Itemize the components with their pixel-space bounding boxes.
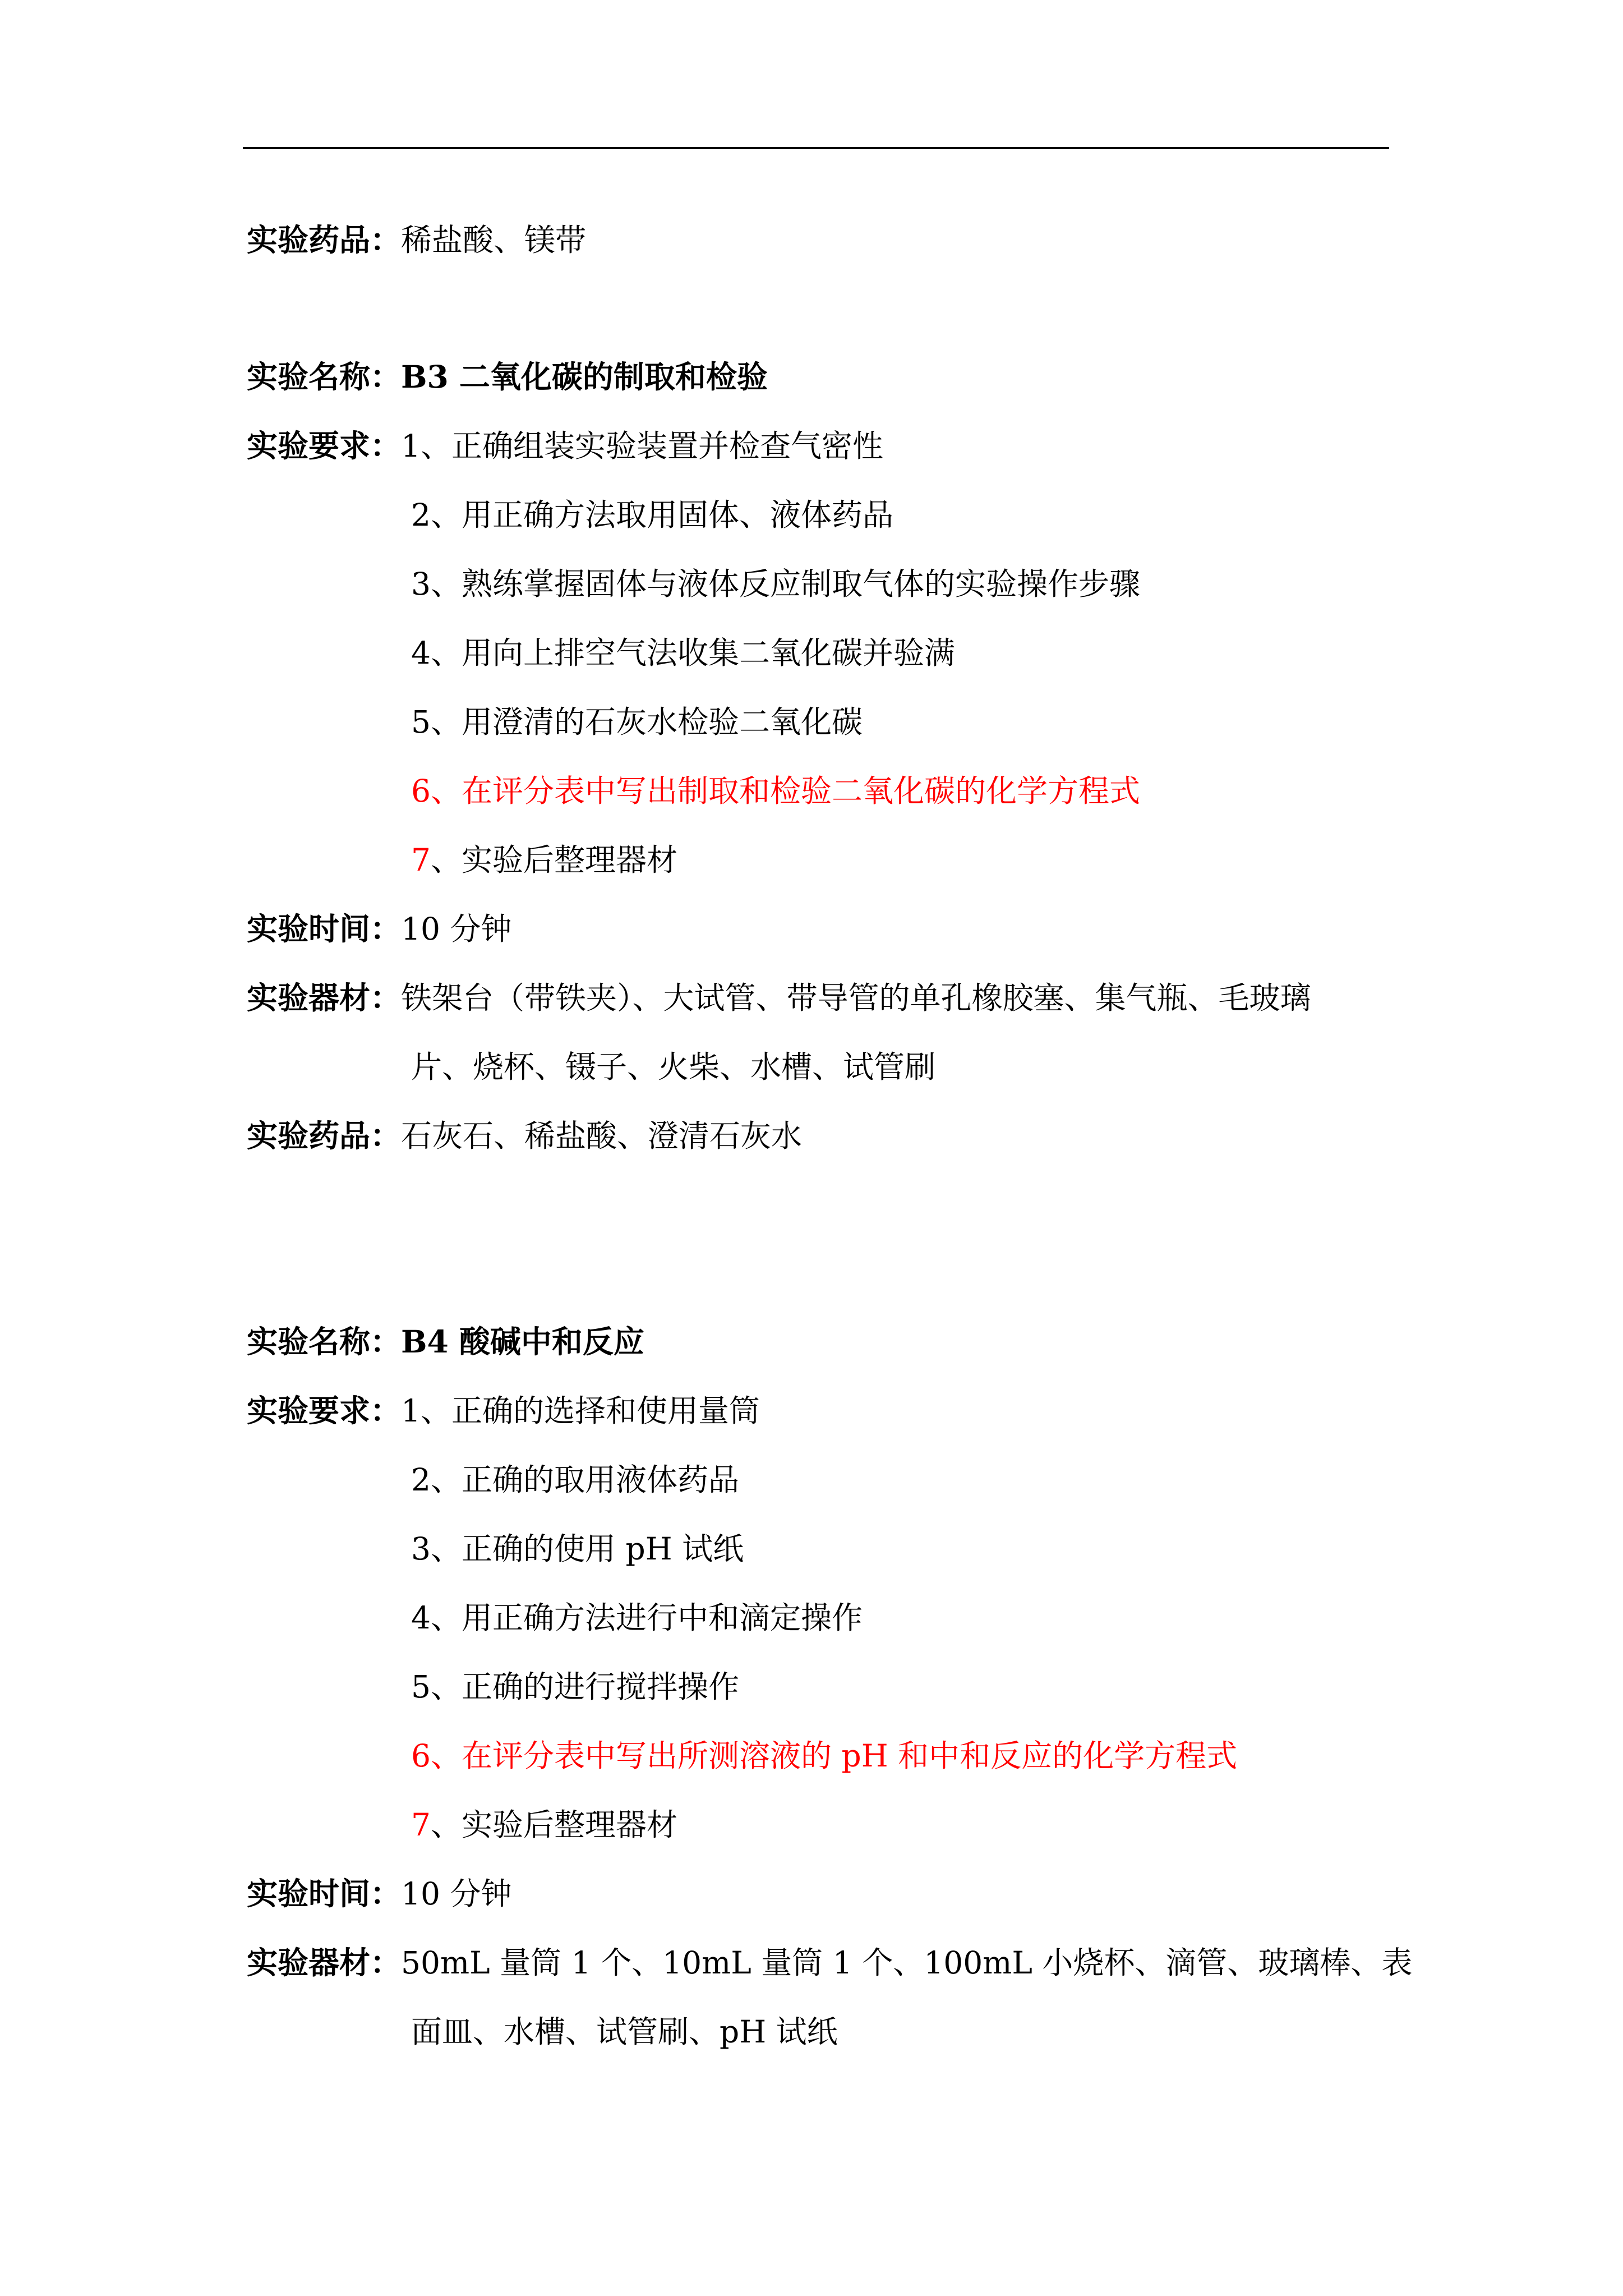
b3-chemicals-row <box>247 1116 802 1156</box>
b4-time-label: 实验时间： <box>247 1875 402 1912</box>
b3-requirement-text: 、实验后整理器材 <box>431 842 678 878</box>
b3-requirement-num: 6 <box>411 773 431 809</box>
b3-time-row <box>247 909 511 949</box>
b3-equipment-row <box>247 978 1311 1018</box>
b3-chemicals-label: 实验药品： <box>247 1117 402 1154</box>
b3-requirement-row-1 <box>247 426 883 466</box>
b3-requirement-text: 、用向上排空气法收集二氧化碳并验满 <box>431 635 956 671</box>
b4-time-value: 10 分钟 <box>401 1876 512 1912</box>
b3-requirement-num: 1 <box>401 428 421 464</box>
b3-requirement-row-3 <box>411 564 1140 604</box>
b4-name-label: 实验名称： <box>247 1323 402 1360</box>
b3-requirement-text: 、用正确方法取用固体、液体药品 <box>431 497 894 533</box>
b4-requirement-num: 2 <box>411 1462 431 1498</box>
b3-requirement-text: 、用澄清的石灰水检验二氧化碳 <box>431 704 863 740</box>
b3-time-label: 实验时间： <box>247 910 402 947</box>
b4-requirement-text: 、正确的进行搅拌操作 <box>431 1669 740 1705</box>
b4-requirement-text: 、实验后整理器材 <box>431 1807 678 1843</box>
b3-requirement-row-7 <box>411 840 677 880</box>
b3-requirement-text: 、熟练掌握固体与液体反应制取气体的实验操作步骤 <box>431 566 1141 602</box>
b4-requirement-row-3 <box>411 1529 744 1568</box>
b3-requirement-num: 4 <box>411 635 431 671</box>
top-chemicals-row <box>247 220 586 260</box>
header-rule <box>243 147 1389 149</box>
b4-name-row <box>247 1322 644 1361</box>
b4-requirement-num: 4 <box>411 1600 431 1636</box>
b3-chemicals-value: 石灰石、稀盐酸、澄清石灰水 <box>401 1118 803 1154</box>
b3-requirement-text: 、在评分表中写出制取和检验二氧化碳的化学方程式 <box>431 773 1141 809</box>
top-chemicals-value: 稀盐酸、镁带 <box>401 222 587 258</box>
b3-requirement-num: 2 <box>411 497 431 533</box>
b4-requirements-label: 实验要求： <box>247 1392 402 1429</box>
b3-time-value: 10 分钟 <box>401 911 512 947</box>
top-chemicals-label: 实验药品： <box>247 222 402 258</box>
b4-requirement-text: 、正确的使用 pH 试纸 <box>431 1531 744 1567</box>
b4-requirement-text: 、在评分表中写出所测溶液的 pH 和中和反应的化学方程式 <box>431 1738 1238 1774</box>
b3-requirement-row-4 <box>411 633 955 673</box>
b4-time-row <box>247 1874 511 1913</box>
b3-requirement-row-6 <box>411 771 1140 811</box>
b3-equipment-continuation <box>411 1047 935 1087</box>
b3-equipment-line1: 铁架台（带铁夹）、大试管、带导管的单孔橡胶塞、集气瓶、毛玻璃 <box>401 980 1311 1016</box>
b3-requirement-num: 7 <box>411 842 431 878</box>
b4-equipment-line2: 面皿、水槽、试管刷、pH 试纸 <box>411 2014 838 2050</box>
b4-requirement-num: 6 <box>411 1738 431 1774</box>
b4-requirement-row-1 <box>247 1391 760 1430</box>
b3-requirement-row-5 <box>411 702 863 742</box>
b3-equipment-line2: 片、烧杯、镊子、火柴、水槽、试管刷 <box>411 1049 936 1085</box>
b3-name-label: 实验名称： <box>247 358 402 395</box>
b4-requirement-row-7 <box>411 1805 677 1844</box>
b3-name-row <box>247 357 768 397</box>
b3-name-value: B3 二氧化碳的制取和检验 <box>401 358 768 395</box>
b3-equipment-label: 实验器材： <box>247 979 402 1016</box>
b4-requirement-num: 3 <box>411 1531 431 1567</box>
b4-equipment-label: 实验器材： <box>247 1944 402 1981</box>
b4-requirement-num: 1 <box>401 1393 421 1429</box>
b3-requirement-row-2 <box>411 495 893 535</box>
b3-requirement-num: 5 <box>411 704 431 740</box>
b4-name-value: B4 酸碱中和反应 <box>401 1323 644 1360</box>
b4-equipment-line1: 50mL 量筒 1 个、10mL 量筒 1 个、100mL 小烧杯、滴管、玻璃棒、表 <box>401 1945 1413 1981</box>
b4-equipment-row <box>247 1943 1412 1982</box>
b3-requirement-text: 、正确组装实验装置并检查气密性 <box>421 428 884 464</box>
b4-requirement-text: 、用正确方法进行中和滴定操作 <box>431 1600 863 1636</box>
b4-equipment-continuation <box>411 2012 838 2051</box>
b4-requirement-text: 、正确的选择和使用量筒 <box>421 1393 760 1429</box>
b4-requirement-num: 7 <box>411 1807 431 1843</box>
b4-requirement-text: 、正确的取用液体药品 <box>431 1462 740 1498</box>
b4-requirement-num: 5 <box>411 1669 431 1705</box>
b4-requirement-row-4 <box>411 1598 863 1637</box>
b4-requirement-row-5 <box>411 1667 739 1706</box>
b3-requirements-label: 实验要求： <box>247 427 402 464</box>
b4-requirement-row-2 <box>411 1460 739 1499</box>
b4-requirement-row-6 <box>411 1736 1237 1775</box>
b3-requirement-num: 3 <box>411 566 431 602</box>
